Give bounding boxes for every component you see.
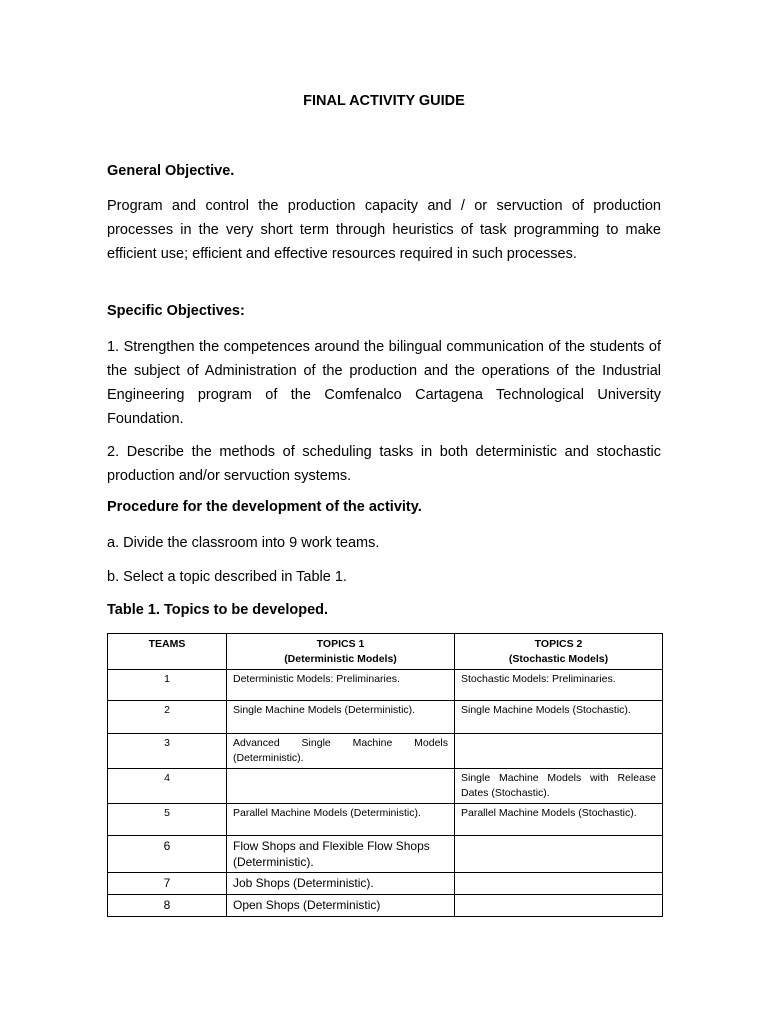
team-cell: 4: [108, 769, 227, 804]
document-title: FINAL ACTIVITY GUIDE: [303, 93, 465, 109]
topic1-cell: Job Shops (Deterministic).: [227, 873, 455, 895]
team-cell: 8: [108, 895, 227, 917]
topic1-cell: Parallel Machine Models (Deterministic).: [227, 804, 455, 836]
topic2-cell: Parallel Machine Models (Stochastic).: [455, 804, 663, 836]
header-teams: TEAMS: [108, 634, 227, 670]
topic2-cell: [455, 836, 663, 873]
specific-objectives-heading: Specific Objectives:: [107, 303, 245, 319]
specific-objective-2: 2. Describe the methods of scheduling tasks in both deterministic and stochastic production and/or servuction systems.: [107, 444, 661, 484]
table-row: [108, 734, 663, 769]
team-cell: 5: [108, 804, 227, 836]
topic2-cell: Single Machine Models (Stochastic).: [455, 701, 663, 734]
topic1-cell: [227, 769, 455, 804]
table-row: [108, 670, 663, 701]
topic2-cell: [455, 895, 663, 917]
specific-objective-1: 1. Strengthen the competences around the bilingual communication of the students of the subject of Administration of the production and the operations of the Industrial Engineering program of the Comfenalco Cartagena Technological University Foundation.: [107, 339, 661, 427]
topic1-cell: Open Shops (Deterministic): [227, 895, 455, 917]
general-objective-heading: General Objective.: [107, 163, 235, 179]
team-cell: 2: [108, 701, 227, 734]
table-row: [108, 895, 663, 917]
table-row: [108, 701, 663, 734]
team-cell: 6: [108, 836, 227, 873]
topic1-cell: Flow Shops and Flexible Flow Shops (Deterministic).: [227, 836, 455, 873]
topic2-cell: Stochastic Models: Preliminaries.: [455, 670, 663, 701]
topic1-cell: Deterministic Models: Preliminaries.: [227, 670, 455, 701]
team-cell: 3: [108, 734, 227, 769]
header-topics-1: TOPICS 1 (Deterministic Models): [227, 634, 455, 670]
table-header-row: [108, 634, 663, 670]
procedure-heading: Procedure for the development of the activity.: [107, 499, 422, 515]
topic2-cell: [455, 734, 663, 769]
table-caption: Table 1. Topics to be developed.: [107, 602, 329, 618]
header-topics-2: TOPICS 2 (Stochastic Models): [455, 634, 663, 670]
table-row: [108, 873, 663, 895]
team-cell: 7: [108, 873, 227, 895]
topic1-cell: Single Machine Models (Deterministic).: [227, 701, 455, 734]
topic2-cell: Single Machine Models with Release Dates (Stochastic).: [455, 769, 663, 804]
topic2-cell: [455, 873, 663, 895]
table-row: [108, 804, 663, 836]
topics-table: [107, 633, 663, 917]
topic1-cell: Advanced Single Machine Models (Deterministic).: [227, 734, 455, 769]
procedure-step-a: a. Divide the classroom into 9 work teams.: [107, 535, 380, 551]
table-row: [108, 836, 663, 873]
team-cell: 1: [108, 670, 227, 701]
table-row: [108, 769, 663, 804]
procedure-step-b: b. Select a topic described in Table 1.: [107, 569, 347, 585]
general-objective-text: Program and control the production capacity and / or servuction of production processes in the very short term through heuristics of task programming to make efficient use; efficient and effective resources required in such processes.: [107, 198, 661, 262]
